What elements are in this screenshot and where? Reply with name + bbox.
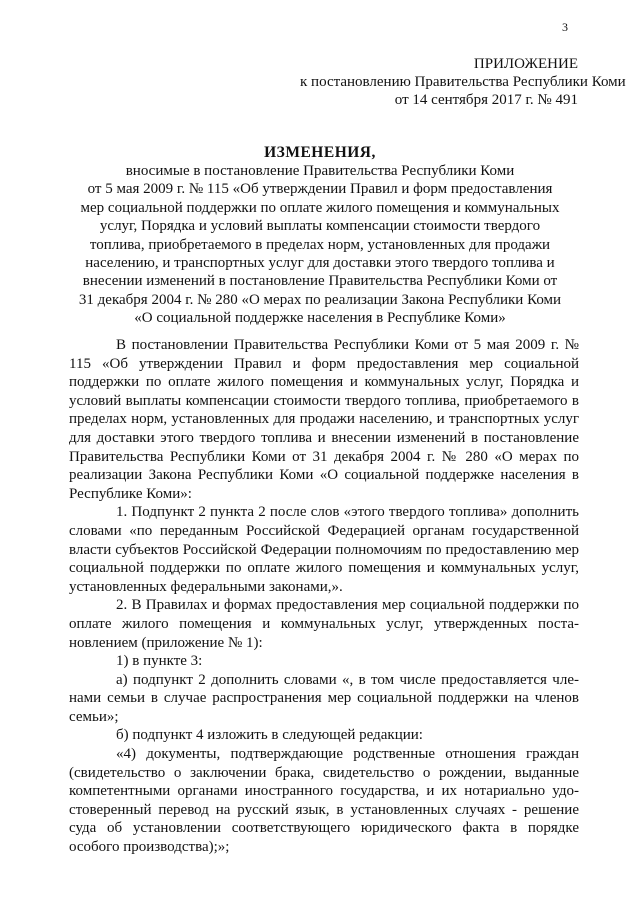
heading-line: населению, и транспортных услуг для доставки этого твердого топлива и (85, 255, 555, 272)
heading-line: мер социальной поддержки по оплате жилого помещения и коммунальных (80, 199, 560, 216)
heading-line: «О социальной поддержке населения в Республике Коми» (134, 310, 506, 327)
body-paragraph: 2. В Правилах и формах предоставления мер социальной поддержки по оплате жилого помещения и коммунальных услуг, утвержденных постановлением (приложение № 1): (69, 597, 579, 651)
body-paragraph: В постановлении Правительства Республики Коми от 5 мая 2009 г. № 115 «Об утверждении Правил и форм предоставления мер социальной поддержки по оплате жилого помещения и коммунальных услуг, Порядка и условий выплаты компенсации стоимости твердого топлива, приобретаемого в пределах норм, установленных для продажи населению, и транспортных услуг для доставки этого твердого топлива и внесении изменений в постановление Правительства Республики Коми от 31 декабря 2004 г. № 280 «О мерах по реализации Закона Республики Коми «О социальной поддержке населения в Республике Коми»: (69, 337, 579, 502)
document-body (69, 336, 579, 857)
document-heading (70, 143, 570, 328)
appendix-label: ПРИЛОЖЕНИЕ (473, 56, 578, 72)
appendix-reference: к постановлению Правительства Республики Коми (300, 74, 626, 90)
heading-line: внесении изменений в постановление Правительства Республики Коми от (82, 273, 558, 290)
appendix-date: от 14 сентября 2017 г. № 491 (394, 92, 578, 108)
heading-line: вносимые в постановление Правительства Республики Коми (125, 163, 515, 179)
body-paragraph: 1. Подпункт 2 пункта 2 после слов «этого твердого топлива» дополнить словами «по переданным Российской Федерацией органам государственной власти субъектов Российской Федерации полномочиям по предоставлению мер социальной поддержки по оплате жилого помещения и коммунальных услуг, установленных федеральными законами,». (69, 504, 579, 595)
appendix-header (300, 55, 626, 109)
document-title: ИЗМЕНЕНИЯ, (264, 144, 376, 161)
body-paragraph: а) подпункт 2 дополнить словами «, в том числе предоставляется членами семьи в случае распространения мер социальной поддержки на членов семьи»; (69, 671, 579, 725)
heading-line: топлива, приобретаемого в пределах норм, установленных для продажи (89, 236, 551, 253)
heading-line: от 5 мая 2009 г. № 115 «Об утверждении Правил и форм предоставления (87, 181, 553, 198)
body-paragraph: б) подпункт 4 изложить в следующей редакции: (116, 727, 423, 744)
heading-line: 31 декабря 2004 г. № 280 «О мерах по реализации Закона Республики Коми (78, 291, 562, 308)
page-number: 3 (562, 20, 568, 34)
body-paragraph: «4) документы, подтверждающие родственные отношения граждан (свидетельство о заключении брака, свидетельство о рождении, выданные компетентными органами иностранного государства, и их нотариально удостоверенный перевод на русский язык, в установленных случаях - решение суда об установлении соответствующего юридического факта в порядке особого производства);»; (69, 746, 579, 856)
body-paragraph: 1) в пункте 3: (116, 653, 203, 670)
heading-line: услуг, Порядка и условий выплаты компенсации стоимости твердого (99, 218, 541, 235)
